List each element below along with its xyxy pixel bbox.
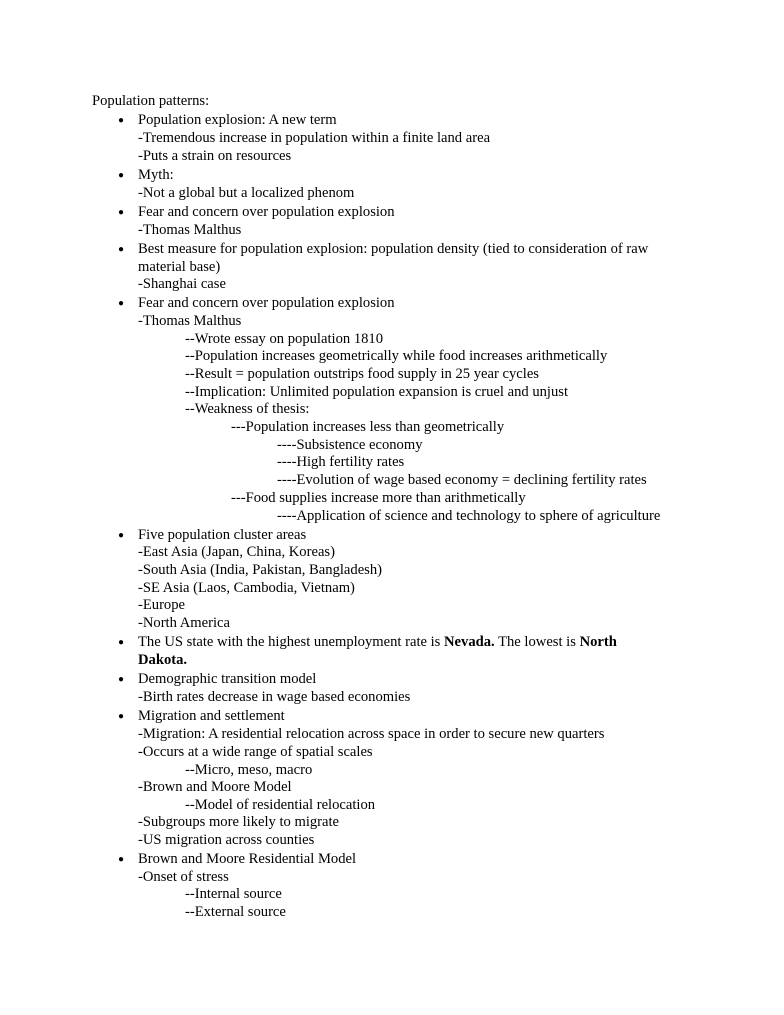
sub-sub-item: --Micro, meso, macro bbox=[185, 762, 313, 778]
bullet-text: Brown and Moore Residential Model bbox=[138, 851, 357, 867]
bullet-text: Five population cluster areas bbox=[138, 527, 307, 543]
text-run: The US state with the highest unemployment rate is bbox=[138, 634, 445, 650]
sub-item: -Brown and Moore Model bbox=[138, 779, 292, 795]
bullet-text-unemployment bbox=[138, 634, 617, 651]
sub-sub-item: --Population increases geometrically while food increases arithmetically bbox=[185, 348, 608, 364]
bullet-text: Myth: bbox=[138, 167, 174, 183]
bullet-text: Best measure for population explosion: population density (tied to consideration of raw bbox=[138, 241, 649, 257]
bullet: ● bbox=[118, 244, 125, 255]
sub-item: -Migration: A residential relocation across space in order to secure new quarters bbox=[138, 726, 605, 742]
level3-item: ---Food supplies increase more than arithmetically bbox=[231, 490, 526, 506]
bullet: ● bbox=[118, 170, 125, 181]
sub-sub-item: --Weakness of thesis: bbox=[185, 401, 310, 417]
bullet-text: Population explosion: A new term bbox=[138, 112, 337, 128]
bullet: ● bbox=[118, 711, 125, 722]
sub-item: -US migration across counties bbox=[138, 832, 315, 848]
sub-item: -Shanghai case bbox=[138, 276, 226, 292]
text-run: The lowest is bbox=[494, 634, 580, 650]
bullet: ● bbox=[118, 637, 125, 648]
sub-item: -Occurs at a wide range of spatial scales bbox=[138, 744, 373, 760]
bullet: ● bbox=[118, 207, 125, 218]
level4-item: ----Application of science and technology to sphere of agriculture bbox=[277, 508, 661, 524]
sub-sub-item: --Model of residential relocation bbox=[185, 797, 376, 813]
sub-item: -Onset of stress bbox=[138, 869, 229, 885]
sub-item: -Subgroups more likely to migrate bbox=[138, 814, 340, 830]
bullet-text-continued bbox=[138, 652, 187, 669]
level4-item: ----Subsistence economy bbox=[277, 437, 423, 453]
sub-sub-item: --Result = population outstrips food supply in 25 year cycles bbox=[185, 366, 539, 382]
bullet-text: Fear and concern over population explosion bbox=[138, 295, 395, 311]
sub-sub-item: --Implication: Unlimited population expansion is cruel and unjust bbox=[185, 384, 569, 400]
sub-item: -North America bbox=[138, 615, 230, 631]
sub-item: -Not a global but a localized phenom bbox=[138, 185, 355, 201]
bullet-text: Migration and settlement bbox=[138, 708, 285, 724]
sub-item: -Birth rates decrease in wage based economies bbox=[138, 689, 411, 705]
level3-item: ---Population increases less than geometrically bbox=[231, 419, 505, 435]
bullet-text-continued: material base) bbox=[138, 259, 221, 275]
bold-text-dakota: Dakota. bbox=[138, 652, 188, 668]
bullet: ● bbox=[118, 298, 125, 309]
sub-sub-item: --Internal source bbox=[185, 886, 282, 902]
bullet-text: Demographic transition model bbox=[138, 671, 317, 687]
sub-item: -Thomas Malthus bbox=[138, 313, 242, 329]
bold-text-north: North bbox=[579, 634, 617, 650]
sub-item: -South Asia (India, Pakistan, Bangladesh) bbox=[138, 562, 383, 578]
bullet: ● bbox=[118, 530, 125, 541]
heading: Population patterns: bbox=[92, 93, 210, 109]
sub-item: -Puts a strain on resources bbox=[138, 148, 292, 164]
sub-sub-item: --External source bbox=[185, 904, 286, 920]
bullet: ● bbox=[118, 674, 125, 685]
sub-item: -Thomas Malthus bbox=[138, 222, 242, 238]
sub-item: -Europe bbox=[138, 597, 186, 613]
sub-item: -SE Asia (Laos, Cambodia, Vietnam) bbox=[138, 580, 355, 596]
sub-item: -East Asia (Japan, China, Koreas) bbox=[138, 544, 335, 560]
sub-item: -Tremendous increase in population within a finite land area bbox=[138, 130, 491, 146]
bold-text-nevada: Nevada. bbox=[444, 634, 495, 650]
sub-sub-item: --Wrote essay on population 1810 bbox=[185, 331, 384, 347]
bullet: ● bbox=[118, 854, 125, 865]
level4-item: ----High fertility rates bbox=[277, 454, 405, 470]
level4-item: ----Evolution of wage based economy = declining fertility rates bbox=[277, 472, 647, 488]
bullet-text: Fear and concern over population explosion bbox=[138, 204, 395, 220]
bullet: ● bbox=[118, 115, 125, 126]
